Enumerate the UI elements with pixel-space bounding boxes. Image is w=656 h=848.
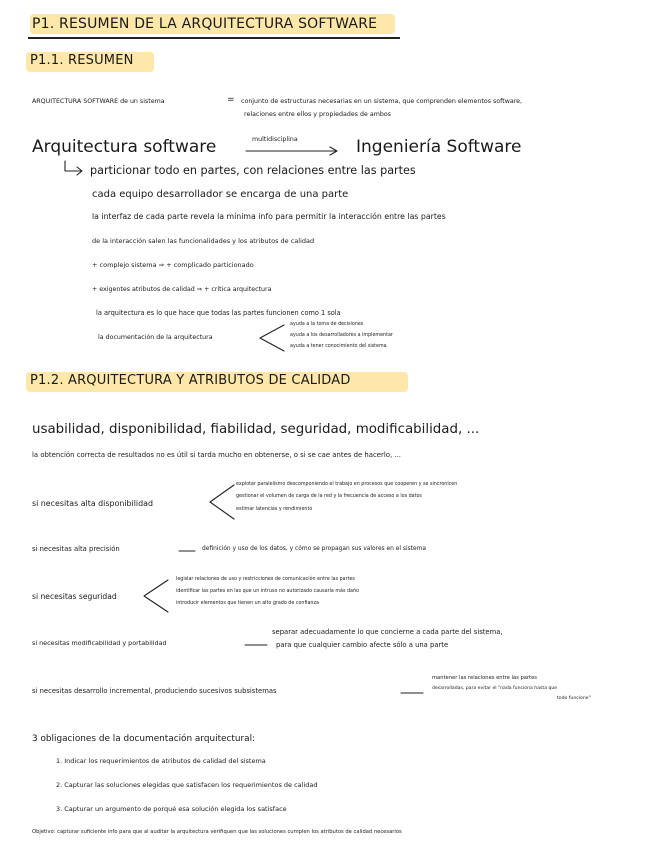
resumen-line: particionar todo en partes, con relaciones entre las partes	[90, 164, 416, 177]
modificabilidad-label: si necesitas modificabilidad y portabilidad	[32, 639, 167, 647]
dash-icon	[400, 690, 424, 696]
dash-icon	[244, 642, 268, 648]
resumen-line: de la interacción salen las funcionalidades y los atributos de calidad	[92, 237, 315, 245]
obligacion-item: 1. Indicar los requerimientos de atributos de calidad del sistema	[56, 757, 266, 765]
seguridad-item: legislar relaciones de uso y restricciones de comunicación entre las partes	[176, 577, 355, 582]
title-underline	[28, 37, 400, 39]
arquitectura-software-label: Arquitectura software	[32, 137, 217, 157]
seguridad-item: introducir elementos que tienen un alto grado de confianza	[176, 601, 319, 606]
disponibilidad-item: estimar latencias y rendimiento	[236, 507, 313, 512]
modificabilidad-text: para que cualquier cambio afecte sólo a una parte	[276, 641, 449, 649]
ingenieria-software-label: Ingeniería Software	[356, 137, 522, 157]
resumen-line: + complejo sistema ⇒ + complicado particionado	[92, 261, 254, 269]
documentacion-item: ayuda a tener conocimiento del sistema	[290, 344, 387, 349]
resumen-line: la interfaz de cada parte revela la mínima info para permitir la interacción entre las partes	[92, 212, 446, 221]
brace-icon	[256, 322, 286, 354]
disponibilidad-item: explotar paralelismo descomponiendo el trabajo en procesos que cooperen y se sincronicen	[236, 482, 458, 487]
objetivo-text: Objetivo: capturar suficiente info para que al auditar la arquitectura verifiquen que las soluciones cumplen los atributos de calidad necesarios	[32, 829, 402, 835]
resumen-line: + exigentes atributos de calidad ⇒ + crítica arquitectura	[92, 286, 272, 293]
documentacion-item: ayuda a los desarrolladores a implementar	[290, 333, 393, 338]
obligaciones-title: 3 obligaciones de la documentación arquitectural:	[32, 734, 256, 744]
documentacion-item: ayuda a la toma de decisiones	[290, 322, 364, 327]
brace-icon	[140, 577, 170, 615]
obligacion-item: 3. Capturar un argumento de porqué esa solución elegida los satisface	[56, 805, 287, 813]
resumen-line: cada equipo desarrollador se encarga de una parte	[92, 189, 349, 200]
modificabilidad-text: separar adecuadamente lo que concierne a cada parte del sistema,	[272, 628, 503, 636]
disponibilidad-label: si necesitas alta disponibilidad	[32, 499, 153, 508]
multidisciplina-label: multidisciplina	[252, 136, 298, 143]
precision-text: definición y uso de los datos, y cómo se propagan sus valores en el sistema	[202, 546, 426, 552]
brace-icon	[206, 482, 236, 522]
definition-text: relaciones entre ellos y propiedades de ambos	[244, 111, 391, 118]
disponibilidad-item: gestionar el volumen de carga de la red y la frecuencia de acceso a los datos	[236, 494, 422, 499]
definition-text: conjunto de estructuras necesarias en un sistema, que comprenden elementos software,	[241, 98, 523, 105]
section-title-p12: P1.2. ARQUITECTURA Y ATRIBUTOS DE CALIDAD	[30, 373, 351, 388]
calidad-attributes: usabilidad, disponibilidad, fiabilidad, seguridad, modificabilidad, ...	[32, 422, 480, 437]
resumen-line: la arquitectura es lo que hace que todas las partes funcionen como 1 sola	[96, 309, 341, 317]
incremental-text: todo funcione"	[557, 696, 591, 701]
hook-arrow-icon	[62, 160, 84, 176]
section-title-p11: P1.1. RESUMEN	[30, 53, 134, 68]
obligacion-item: 2. Capturar las soluciones elegidas que satisfacen los requerimientos de calidad	[56, 781, 318, 789]
section-title-p1: P1. RESUMEN DE LA ARQUITECTURA SOFTWARE	[32, 16, 378, 32]
incremental-text: desarrolladas, para evitar el "nada funciona hasta que	[432, 686, 558, 691]
seguridad-label: si necesitas seguridad	[32, 592, 117, 601]
definition-equals: =	[227, 95, 235, 105]
calidad-note: la obtención correcta de resultados no es útil si tarda mucho en obtenerse, o si se cae antes de hacerlo, ...	[32, 451, 401, 459]
incremental-label: si necesitas desarrollo incremental, produciendo sucesivos subsistemas	[32, 687, 277, 695]
precision-label: si necesitas alta precisión	[32, 545, 120, 553]
dash-icon	[178, 548, 196, 554]
arrow-right-icon	[244, 146, 340, 156]
definition-term: ARQUITECTURA SOFTWARE de un sistema	[32, 98, 165, 105]
seguridad-item: identificar las partes en las que un intruso no autorizado causaría más daño	[176, 589, 359, 594]
incremental-text: mantener las relaciones entre las partes	[432, 675, 537, 681]
documentacion-label: la documentación de la arquitectura	[98, 334, 213, 341]
